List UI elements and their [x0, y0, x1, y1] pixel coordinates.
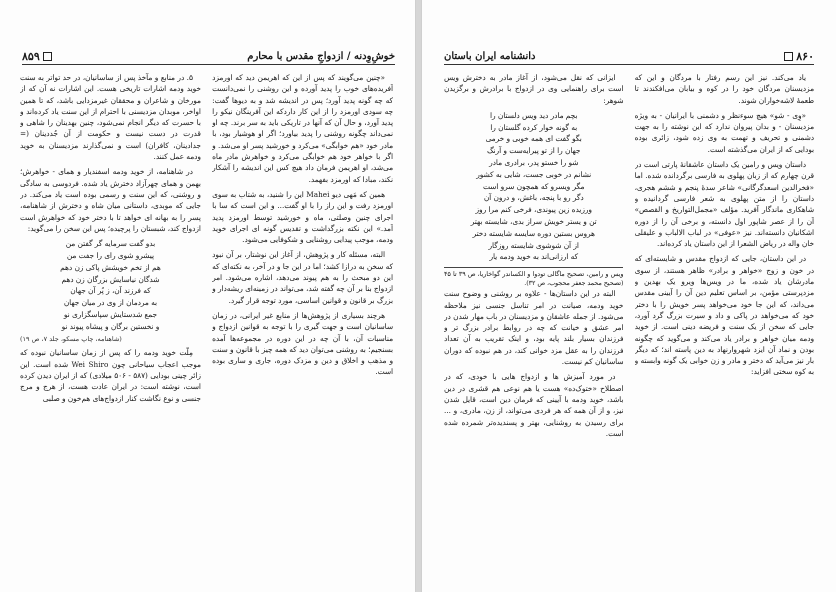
right-page-number: ۸۶۰: [796, 49, 814, 63]
verse-line: ورزیده زین پیوندی، فرخی کنم مرا روز: [475, 205, 592, 215]
left-page-column-left: [20, 72, 201, 578]
left-page-header: [22, 48, 395, 65]
left-page: [0, 0, 416, 592]
verse-line: و نخستین برگان و پیشاه پیوند نو: [61, 321, 160, 331]
left-page-number: ۸۵۹: [22, 49, 40, 63]
paragraph: همین که مَهی دیو Mahei این را شنید، به شتاب به سوی اورمزد رفت و این راز را با او گفت... و این است که سا با اجرای چنین وصلتی، ماه و خورشید توسط اورمزد پدید آمد.» این نکته بزرگداشت و تقدیس گونه ای اجرای خوید ودمه، موجب پیدایی روشنایی و شکوفایی می‌شود.: [212, 189, 393, 245]
right-page-header: [444, 48, 814, 65]
footnote: ویس و رامین، تصحیح ماگالی تودوا و الکساندر گواخاریا، ص ۳۹ تا ۴۵ (تصحیح محمد جعفر محجوب، ص ۳۲).: [444, 267, 623, 288]
square-marker-icon: [784, 52, 793, 61]
verse-line: از آن شوشوی شایسته روزگار: [488, 240, 579, 250]
paragraph: داستان ویس و رامین یک داستان عاشقانهٔ پارتی است در قرن چهارم که از زبان پهلوی به فارسی برگردانده شده. اما «فخرالدین اسعدگرگانی» شاعر سدهٔ پنجم و ششم هجری، داستان را از متن پهلوی به شعر فارسی گردانیده و شاهکاری ماندگار آفرید. مؤلف «مجمل‌التواریخ و القصص» آن را از عصر شاپور اول دانسته، و برخی آن را از دوره اشکانیان دانسته‌اند. نیز «عوفی» در لباب الالباب و علیقلی خان واله در ریاض الشعرا از این داستان یاد کرده‌اند.: [634, 160, 814, 249]
verse-line: که ارزانی‌اند به خوید ودمه یار: [489, 252, 578, 262]
verse-line: بدو گفت سرمایه گر گفتن من: [65, 239, 156, 249]
paragraph: البته، مسئله کار و پژوهش، از آغاز این نوشتار، بر آن نبود که سخن به درازا کشد؛ اما در این جا و در آخر، به نکته‌ای که این دو مبحث را به هم پیوند می‌دهد، اشاره می‌شود. امر ازدواج بنا بر آن چه گفته شد، می‌تواند در زمینه‌ای ریشه‌دار و بزرگ بر قانون و قوانین اساسی، مورد توجه قرار گیرد.: [212, 250, 393, 305]
verse-block: [20, 238, 201, 345]
verse-line: به گونه خوار کرده گلستان را: [490, 122, 578, 132]
paragraph: ۵. در منابع و مآخذ پس از ساسانیان، در حد تواتر به سنت خوید ودمه اشارات تاریخی هست. این اشارات نه آن که از مورخان و شاعران و محققان غیرمزدایی باشد، که تا همین اواخر، موبدان مزدیسنی با احترام از این سنت یاد کرده‌اند و با حسرت که دیگر انجام نمی‌شود، چنین بهدینان را شاهی و قدرت در دست نیست و حکومت از آن جُددینان (= جدادینان، کافران) است و نمی‌گذارند مزدیسنان به خوید ودمه عمل کنند.: [20, 73, 201, 162]
verse-line: بچم مادر دید ویس دلستان را: [490, 110, 578, 120]
paragraph: البته در این داستان‌ها - علاوه بر روشنی و وضوح سنت خوید ودمه، صیانت در امر تناسل جنسی نیز ملاحظه می‌شود. از جمله عاشقان و مزدیسنان در باب مهار شدن در امر عشق و خیانت که چه در روابط برادر بزرگ تر و فرزندان بسیار بلند پایه بود، و اینک تقریب به آن تعداد فرزندان را به عقل مزد خوانی کند، در هم نبوده که دوران ساسانیان کم نیست.: [444, 289, 624, 367]
right-page-number-wrap: [781, 50, 814, 63]
paragraph: در مورد آمیزش ها و ازدواج هایی با خودی، که در اصطلاح «ختوک‌ده» هست یا هم نوعی هم قشری در دین باشد، خوید ودمه با آیینی که فرمان دین است، قایل شدن نیز، و از آن همه که هر فردی می‌تواند، از زن، مادری، و ... برای رسیدن به روشنایی، بهتر و پسندیده‌تر شمرده شده است.: [444, 372, 624, 438]
right-page-column-right: [635, 72, 814, 578]
verse-line: هروس بستین دوره سایسه شایسته دختر: [472, 228, 595, 238]
paragraph: هرچند بسیاری از پژوهش‌ها از منابع غیر ایرانی، در زمان ساسانیان است و جهت گیری را با توجه به قوانین ازدواج و مناسبات آن، با آن چه در این دوره در مجموعه‌ها آمده بسنجیم؛ به روشنی می‌توان دید که همه چیز با قانون و سنت و مذهب و اخلاق و دین و مزدک دوره، جاری و ساری بوده است.: [212, 310, 393, 377]
verse-line: مگر ویسرو که همچون سرو است: [483, 181, 585, 191]
paragraph: ایزانی که نقل می‌شود، از آغاز مادر به دخترش ویس است برای راهنمایی وی در ازدواج با برادرش و برگزیدن شوهر:: [444, 73, 624, 105]
paragraph: مِلّت خوید ودمه را که پس از زمان ساسانیان نبوده که موجب اعجاب سیاحانی چون Wei Shiro شده است. این زائر چینی بودایی (۵۸۷ - ۵۰۶ میلادی) که از ایران دیدن کرده است، نوشته است: در ایران عادت هست، از هرج و مرج جنسی و نوع نگاشت کنار ازدواج‌های هم‌خون و صلبی: [20, 348, 201, 403]
verse-line: شو را خستو پدر، برادری مادر: [489, 158, 579, 168]
left-page-columns: [20, 72, 393, 578]
verse-line: پیشرو شوی رای را جفت من: [66, 250, 155, 260]
verse-block: [444, 110, 623, 263]
verse-line: نشانم در خوبی جست، شایی به کشور: [476, 169, 592, 179]
paragraph: در این داستان، جایی که ازدواج مقدس و شایسته‌ای که در خون و زوج «خواهر و برادر» ظاهر هستند، از سوی مادرشان یاد شده، ما در ویس‌ها ویرو یک بهدین و مزدپرستی مؤمن، بر اساس تعلیم دین آن را آیینی مقدس می‌داند، که این جا خود می‌خواهد پسر خویش را با دختر خود که می‌خواهد در پاکی و داد و سیرت بزرگ گرد آورد، جایی که سخن از یک سنت و فریضه دینی است. از خوید ودمه میان خواهر و برادر یاد می‌کند و می‌گوید که چگونه بودن و نماد آن ایزد شهروارنهاد به دین پاسته اند؛ که دیگر بار نیز می‌آید که دختر و مادر و زن خوابی یک گونه وابسته و به کوه سختی افزاید:: [634, 254, 814, 377]
right-page-columns: [444, 72, 814, 578]
verse-line: هم از تخم خویشش پاکی زن دهم: [60, 262, 161, 272]
verse-line: بگو گفت ای همه خوبی و خرمی: [485, 134, 582, 144]
square-marker-icon: [43, 52, 52, 61]
left-header-title: خوشِ‌وِدنه / ازدواجِ مقدس با محارم: [247, 50, 395, 62]
verse-source: (شاهنامه، چاپ مسکو، جلد ۷، ص ۱۹): [20, 334, 122, 343]
verse-line: به مردمان از وی در میان جهان: [63, 298, 158, 308]
paragraph: در شاهنامه، از خوید ودمه اسفندیار و همای - خواهرش؛ بهمن و همای چهرآزاد دخترش یاد شده. فردوسی به سادگی و روشنی، که این سنت و رسمی بوده است یاد می‌کند. در جایی که موبدی، داستانی میان شاه و دخترش از شاهنامه، پسر را به بهانه ای خواهد تا با دختر خود که خواهرش است ازدواج کند، شبستان را پرچیده؛ پس این سخن را می‌گوید:: [20, 167, 201, 233]
verse-line: دگر رو با پنجه، باغش، و درون آن: [483, 193, 584, 203]
right-page-column-left: [444, 72, 623, 578]
paragraph: «وِی - شو» هیچ سوءنظر و دشمنی با ایرانیان - به ویژه مزدیسنان - و بدان پیروان ندارد که این نوشته را به جهت دشمنی و تحریف و تهمت به وی زده شود، زائری بوده بودایی که از ایران می‌گذشته است.: [634, 110, 814, 154]
left-page-number-wrap: [22, 50, 55, 63]
verse-line: شدگان نیاسایش بزرگان زن دهم: [61, 274, 160, 284]
verse-line: جهان را از تو پیرایه‌ست و آرنگ: [487, 146, 581, 156]
paragraph: «چنین می‌گویند که پس از این که اهریمن دید که اورمزد آفریده‌های خوب را پدید آورده و این روشنی را نمی‌دانست که چه گونه پدید آورد؛ پس در اندیشه شد و به دیوها گفت: چه سودی اورمزد را از این کار داردکه این آفرینگان نیکو را پدید آورد، و حال آن که آنها در تاریکی باید به سر برند. چه او نمی‌داند چگونه روشنی را پدید بیاورد؛ اگر او هوشیار بود، با مادر خود «هم خوابگی» می‌کرد و خورشید پسر او می‌شد. و اگر با خواهر خود هم خوابگی می‌کرد و خواهرش مادر ماه می‌شد، او اهریمن فرمان داد هیچ کس این اندیشه را آشکار نکند، مبادا که اورمزد بفهمد.: [212, 73, 393, 184]
paragraph: یاد می‌کند. نیز این رسم رفتار با مردگان و این که مزدیسنان مردگان خود را در کوه و بیابان می‌افکندند تا طعمهٔ لاشه‌خواران شوند.: [634, 73, 814, 105]
right-header-title: دانشنامه ایران باستان: [444, 50, 536, 62]
verse-line: جمع شدستایش سپاسگزاری نو: [63, 309, 158, 319]
left-page-column-right: [212, 72, 393, 578]
verse-line: که فرزند آن، ز پُر آن جهان: [70, 286, 151, 296]
verse-line: تن و یستر خویش سراز بدی، شایسته بهتر: [470, 217, 597, 227]
right-page: [421, 0, 836, 592]
